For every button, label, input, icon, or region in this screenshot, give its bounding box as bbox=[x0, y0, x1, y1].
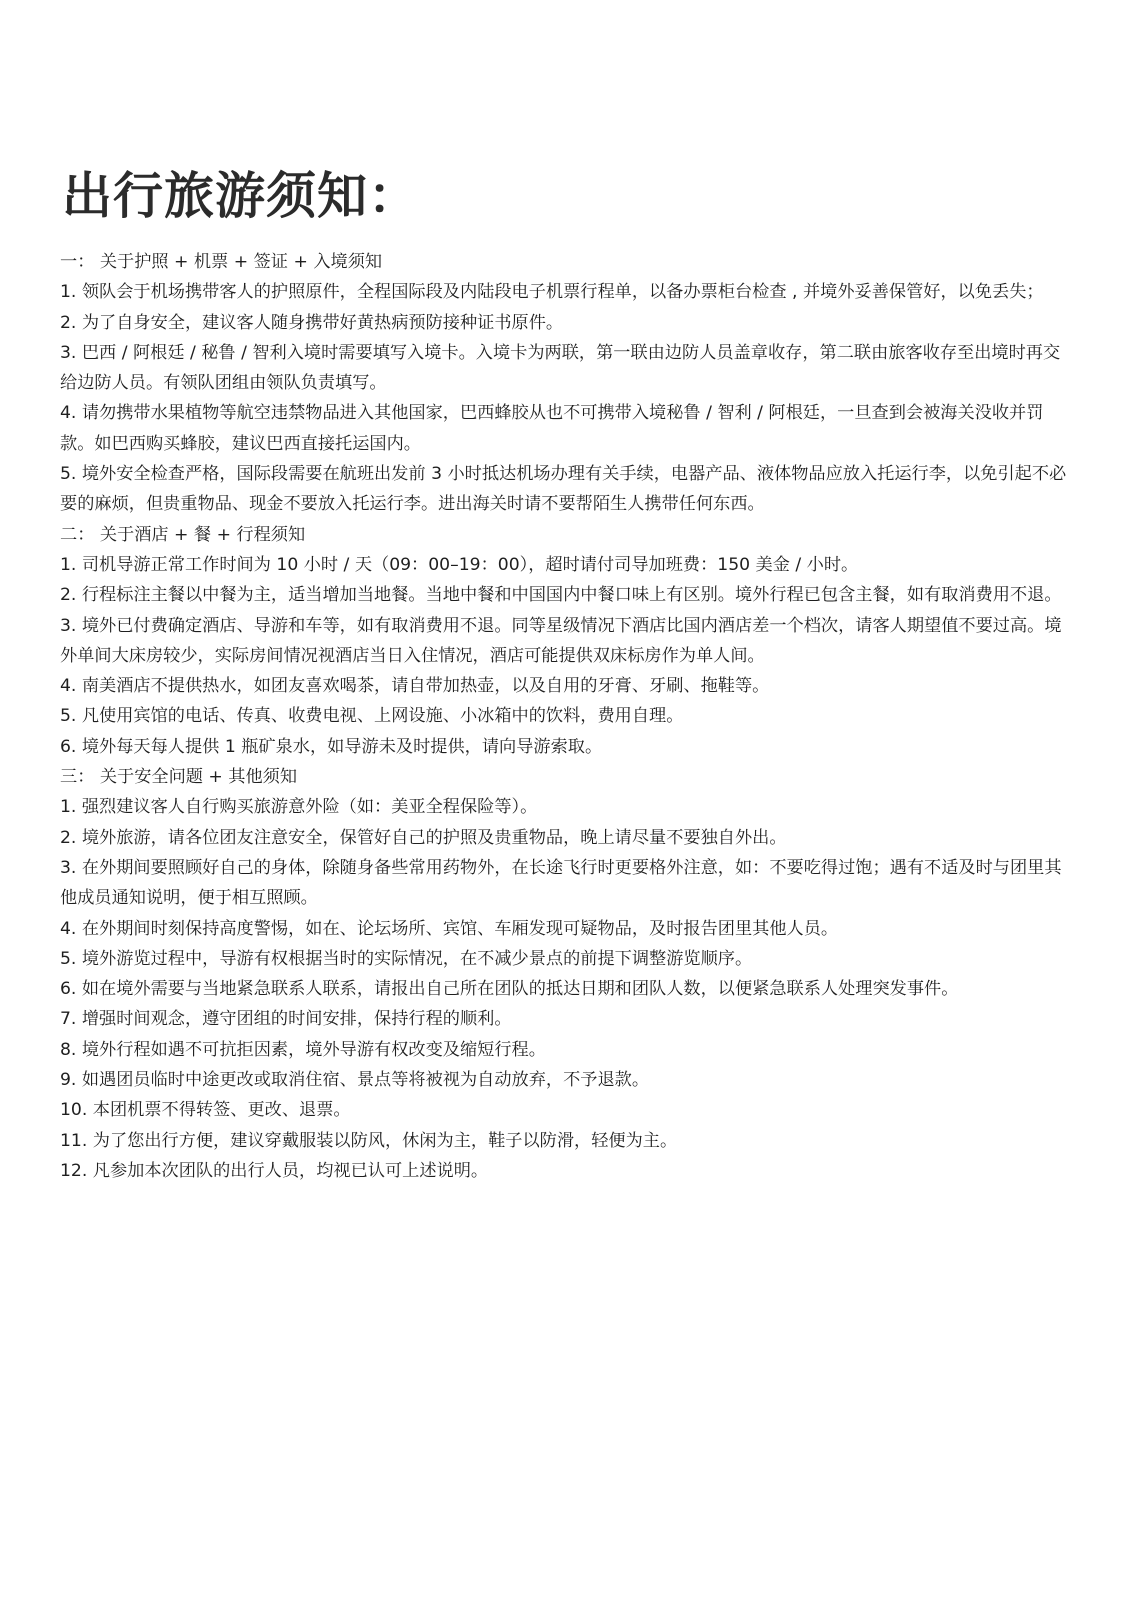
list-item: 3. 在外期间要照顾好自己的身体，除随身备些常用药物外，在长途飞行时更要格外注意，如：不要吃得过饱；遇有不适及时与团里其他成员通知说明，便于相互照顾。 bbox=[60, 857, 1062, 909]
list-item: 9. 如遇团员临时中途更改或取消住宿、景点等将被视为自动放弃，不予退款。 bbox=[60, 1070, 650, 1091]
list-item: 10. 本团机票不得转签、更改、退票。 bbox=[60, 1100, 351, 1121]
list-item: 11. 为了您出行方便，建议穿戴服装以防风，休闲为主，鞋子以防滑，轻便为主。 bbox=[60, 1130, 678, 1151]
section-heading-passport: 一： 关于护照 + 机票 + 签证 + 入境须知 bbox=[60, 252, 383, 272]
list-item: 3. 巴西 / 阿根廷 / 秘鲁 / 智利入境时需要填写入境卡。入境卡为两联，第一联由边防人员盖章收存，第二联由旅客收存至出境时再交给边防人员。有领队团组由领队负责填写。 bbox=[60, 342, 1061, 394]
list-item: 8. 境外行程如遇不可抗拒因素，境外导游有权改变及缩短行程。 bbox=[60, 1039, 546, 1060]
list-item: 7. 增强时间观念，遵守团组的时间安排，保持行程的顺利。 bbox=[60, 1009, 512, 1030]
list-item: 12. 凡参加本次团队的出行人员，均视已认可上述说明。 bbox=[60, 1160, 489, 1181]
section-heading-hotel: 二： 关于酒店 + 餐 + 行程须知 bbox=[60, 524, 306, 545]
list-item: 5. 凡使用宾馆的电话、传真、收费电视、上网设施、小冰箱中的饮料，费用自理。 bbox=[60, 706, 684, 727]
list-item: 1. 强烈建议客人自行购买旅游意外险（如：美亚全程保险等）。 bbox=[60, 797, 538, 818]
list-item: 1. 领队会于机场携带客人的护照原件，全程国际段及内陆段电子机票行程单，以备办票柜台检查 , 并境外妥善保管好，以免丢失； bbox=[60, 282, 1044, 303]
list-item: 5. 境外游览过程中，导游有权根据当时的实际情况，在不减少景点的前提下调整游览顺序。 bbox=[60, 948, 753, 969]
list-item: 2. 行程标注主餐以中餐为主，适当增加当地餐。当地中餐和中国国内中餐口味上有区别。境外行程已包含主餐，如有取消费用不退。 bbox=[60, 585, 1062, 606]
list-item: 4. 请勿携带水果植物等航空违禁物品进入其他国家，巴西蜂胶从也不可携带入境秘鲁 / 智利 / 阿根廷，一旦查到会被海关没收并罚款。如巴西购买蜂胶，建议巴西直接托运国内。 bbox=[60, 403, 1044, 454]
list-item: 2. 为了自身安全，建议客人随身携带好黄热病预防接种证书原件。 bbox=[60, 312, 564, 333]
list-item: 1. 司机导游正常工作时间为 10 小时 / 天（09：00–19：00），超时请付司导加班费：150 美金 / 小时。 bbox=[60, 554, 859, 575]
section-heading-safety: 三： 关于安全问题 + 其他须知 bbox=[60, 767, 298, 788]
list-item: 6. 境外每天每人提供 1 瓶矿泉水，如导游未及时提供，请向导游索取。 bbox=[60, 736, 603, 757]
notice-content bbox=[60, 247, 1072, 1186]
list-item: 3. 境外已付费确定酒店、导游和车等，如有取消费用不退。同等星级情况下酒店比国内酒店差一个档次，请客人期望值不要过高。境外单间大床房较少，实际房间情况视酒店当日入住情况，酒店可能提供双床标房作为单人间。 bbox=[60, 615, 1062, 666]
list-item: 4. 南美酒店不提供热水，如团友喜欢喝茶，请自带加热壶，以及自用的牙膏、牙刷、拖鞋等。 bbox=[60, 676, 770, 697]
list-item: 6. 如在境外需要与当地紧急联系人联系，请报出自己所在团队的抵达日期和团队人数，以便紧急联系人处理突发事件。 bbox=[60, 979, 959, 1000]
list-item: 5. 境外安全检查严格，国际段需要在航班出发前 3 小时抵达机场办理有关手续，电器产品、液体物品应放入托运行李，以免引起不必要的麻烦，但贵重物品、现金不要放入托运行李。进出海关时请不要帮陌生人携带任何东西。 bbox=[60, 464, 1067, 515]
list-item: 4. 在外期间时刻保持高度警惕，如在、论坛场所、宾馆、车厢发现可疑物品，及时报告团里其他人员。 bbox=[60, 918, 839, 939]
list-item: 2. 境外旅游，请各位团友注意安全，保管好自己的护照及贵重物品，晚上请尽量不要独自外出。 bbox=[60, 827, 787, 848]
page-title: 出行旅游须知： bbox=[62, 167, 419, 225]
